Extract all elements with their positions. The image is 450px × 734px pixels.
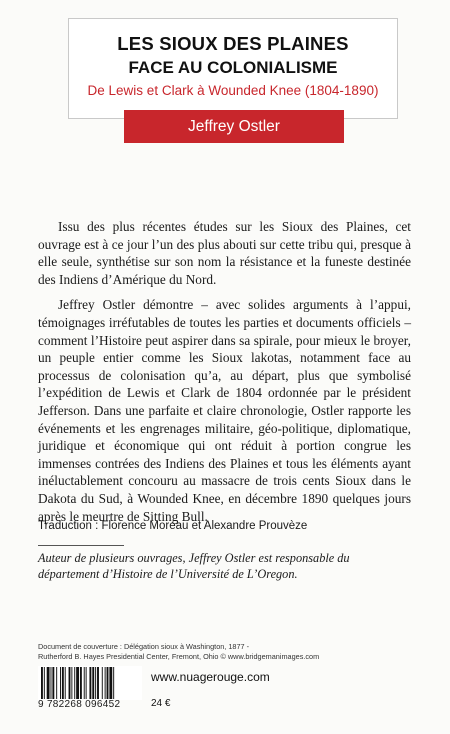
- divider: [38, 545, 124, 546]
- barcode-bar: [80, 667, 82, 699]
- barcode-bar: [44, 667, 45, 699]
- isbn-number: 9 782268 096452: [38, 699, 121, 710]
- about-author: Auteur de plusieurs ouvrages, Jeffrey Ostler est responsable du département d’Histoire de l’Université de L’Oregon.: [38, 551, 350, 581]
- barcode-bar: [76, 667, 79, 699]
- translation-credit: Traduction : Florence Moreau et Alexandre Prouvèze: [38, 520, 308, 532]
- barcode-bar: [109, 667, 112, 699]
- barcode-bar: [95, 667, 96, 699]
- book-subtitle: De Lewis et Clark à Wounded Knee (1804-1890): [87, 83, 379, 98]
- barcode-bar: [69, 667, 71, 699]
- title-box: [68, 18, 398, 119]
- author-band: [124, 110, 344, 143]
- cover-credits-line2: Rutherford B. Hayes Presidential Center, Fremont, Ohio © www.bridgemanimages.com: [38, 652, 320, 661]
- barcode-bar: [71, 667, 72, 699]
- barcode-bar: [107, 667, 109, 699]
- barcode-bar: [51, 667, 52, 699]
- blurb-paragraph-2: Jeffrey Ostler démontre – avec solides arguments à l’appui, témoignages irréfutables de toutes les parties et documents officiels – comment l’Histoire peut aspirer dans sa spirale, pour mieux le broyer, un peuple entier comme les Sioux lakotas, notamment face au processus de colonisation qu’a, au départ, plus que symbolisé l’expédition de Lewis et Clark de 1804 ordonnée par le président Jefferson. Dans une parfaite et claire chronologie, Ostler rapporte les événements et les engrenages militaire, géo-politique, diplomatique, juridique et économique qui ont réduit à portion congrue les immenses contrées des Indiens des Plaines et tous les éléments ayant inéluctablement concouru au massacre de trois cents Sioux dans le Dakota du Sud, à Wounded Knee, en décembre 1890 quelques jours après le meurtre de Sitting Bull.: [38, 297, 411, 524]
- barcode-bar: [97, 667, 99, 699]
- barcode-bar: [52, 667, 54, 699]
- barcode-bar: [84, 667, 85, 699]
- barcode-bar: [47, 667, 50, 699]
- barcode-bars: [38, 666, 142, 700]
- barcode-bar: [62, 667, 64, 699]
- barcode-bar: [102, 667, 103, 699]
- barcode-bar: [105, 667, 106, 699]
- publisher-website: www.nuagerouge.com: [151, 670, 270, 684]
- author-name: Jeffrey Ostler: [188, 117, 280, 135]
- barcode-bar: [86, 667, 87, 699]
- barcode: [38, 666, 142, 700]
- barcode-bar: [56, 667, 57, 699]
- barcode-bar: [65, 667, 66, 699]
- cover-credits-line1: Document de couverture : Délégation sioux à Washington, 1877 -: [38, 642, 250, 651]
- blurb: [38, 218, 411, 533]
- barcode-bar: [41, 667, 43, 699]
- book-title-line1: LES SIOUX DES PLAINES: [117, 33, 349, 54]
- barcode-bar: [89, 667, 91, 699]
- book-title-line2: FACE AU COLONIALISME: [128, 58, 338, 77]
- barcode-bar: [113, 667, 114, 699]
- cover-credits: [38, 642, 378, 662]
- barcode-bar: [74, 667, 75, 699]
- barcode-bar: [60, 667, 61, 699]
- barcode-bar: [92, 667, 94, 699]
- price: 24 €: [151, 698, 171, 709]
- blurb-paragraph-1: Issu des plus récentes études sur les Sioux des Plaines, cet ouvrage est à ce jour l’un des plus abouti sur cette tribu qui, presque à elle seule, synthétise sur son nom la résistance et la funeste destinée des Indiens d’Amérique du Nord.: [38, 219, 411, 287]
